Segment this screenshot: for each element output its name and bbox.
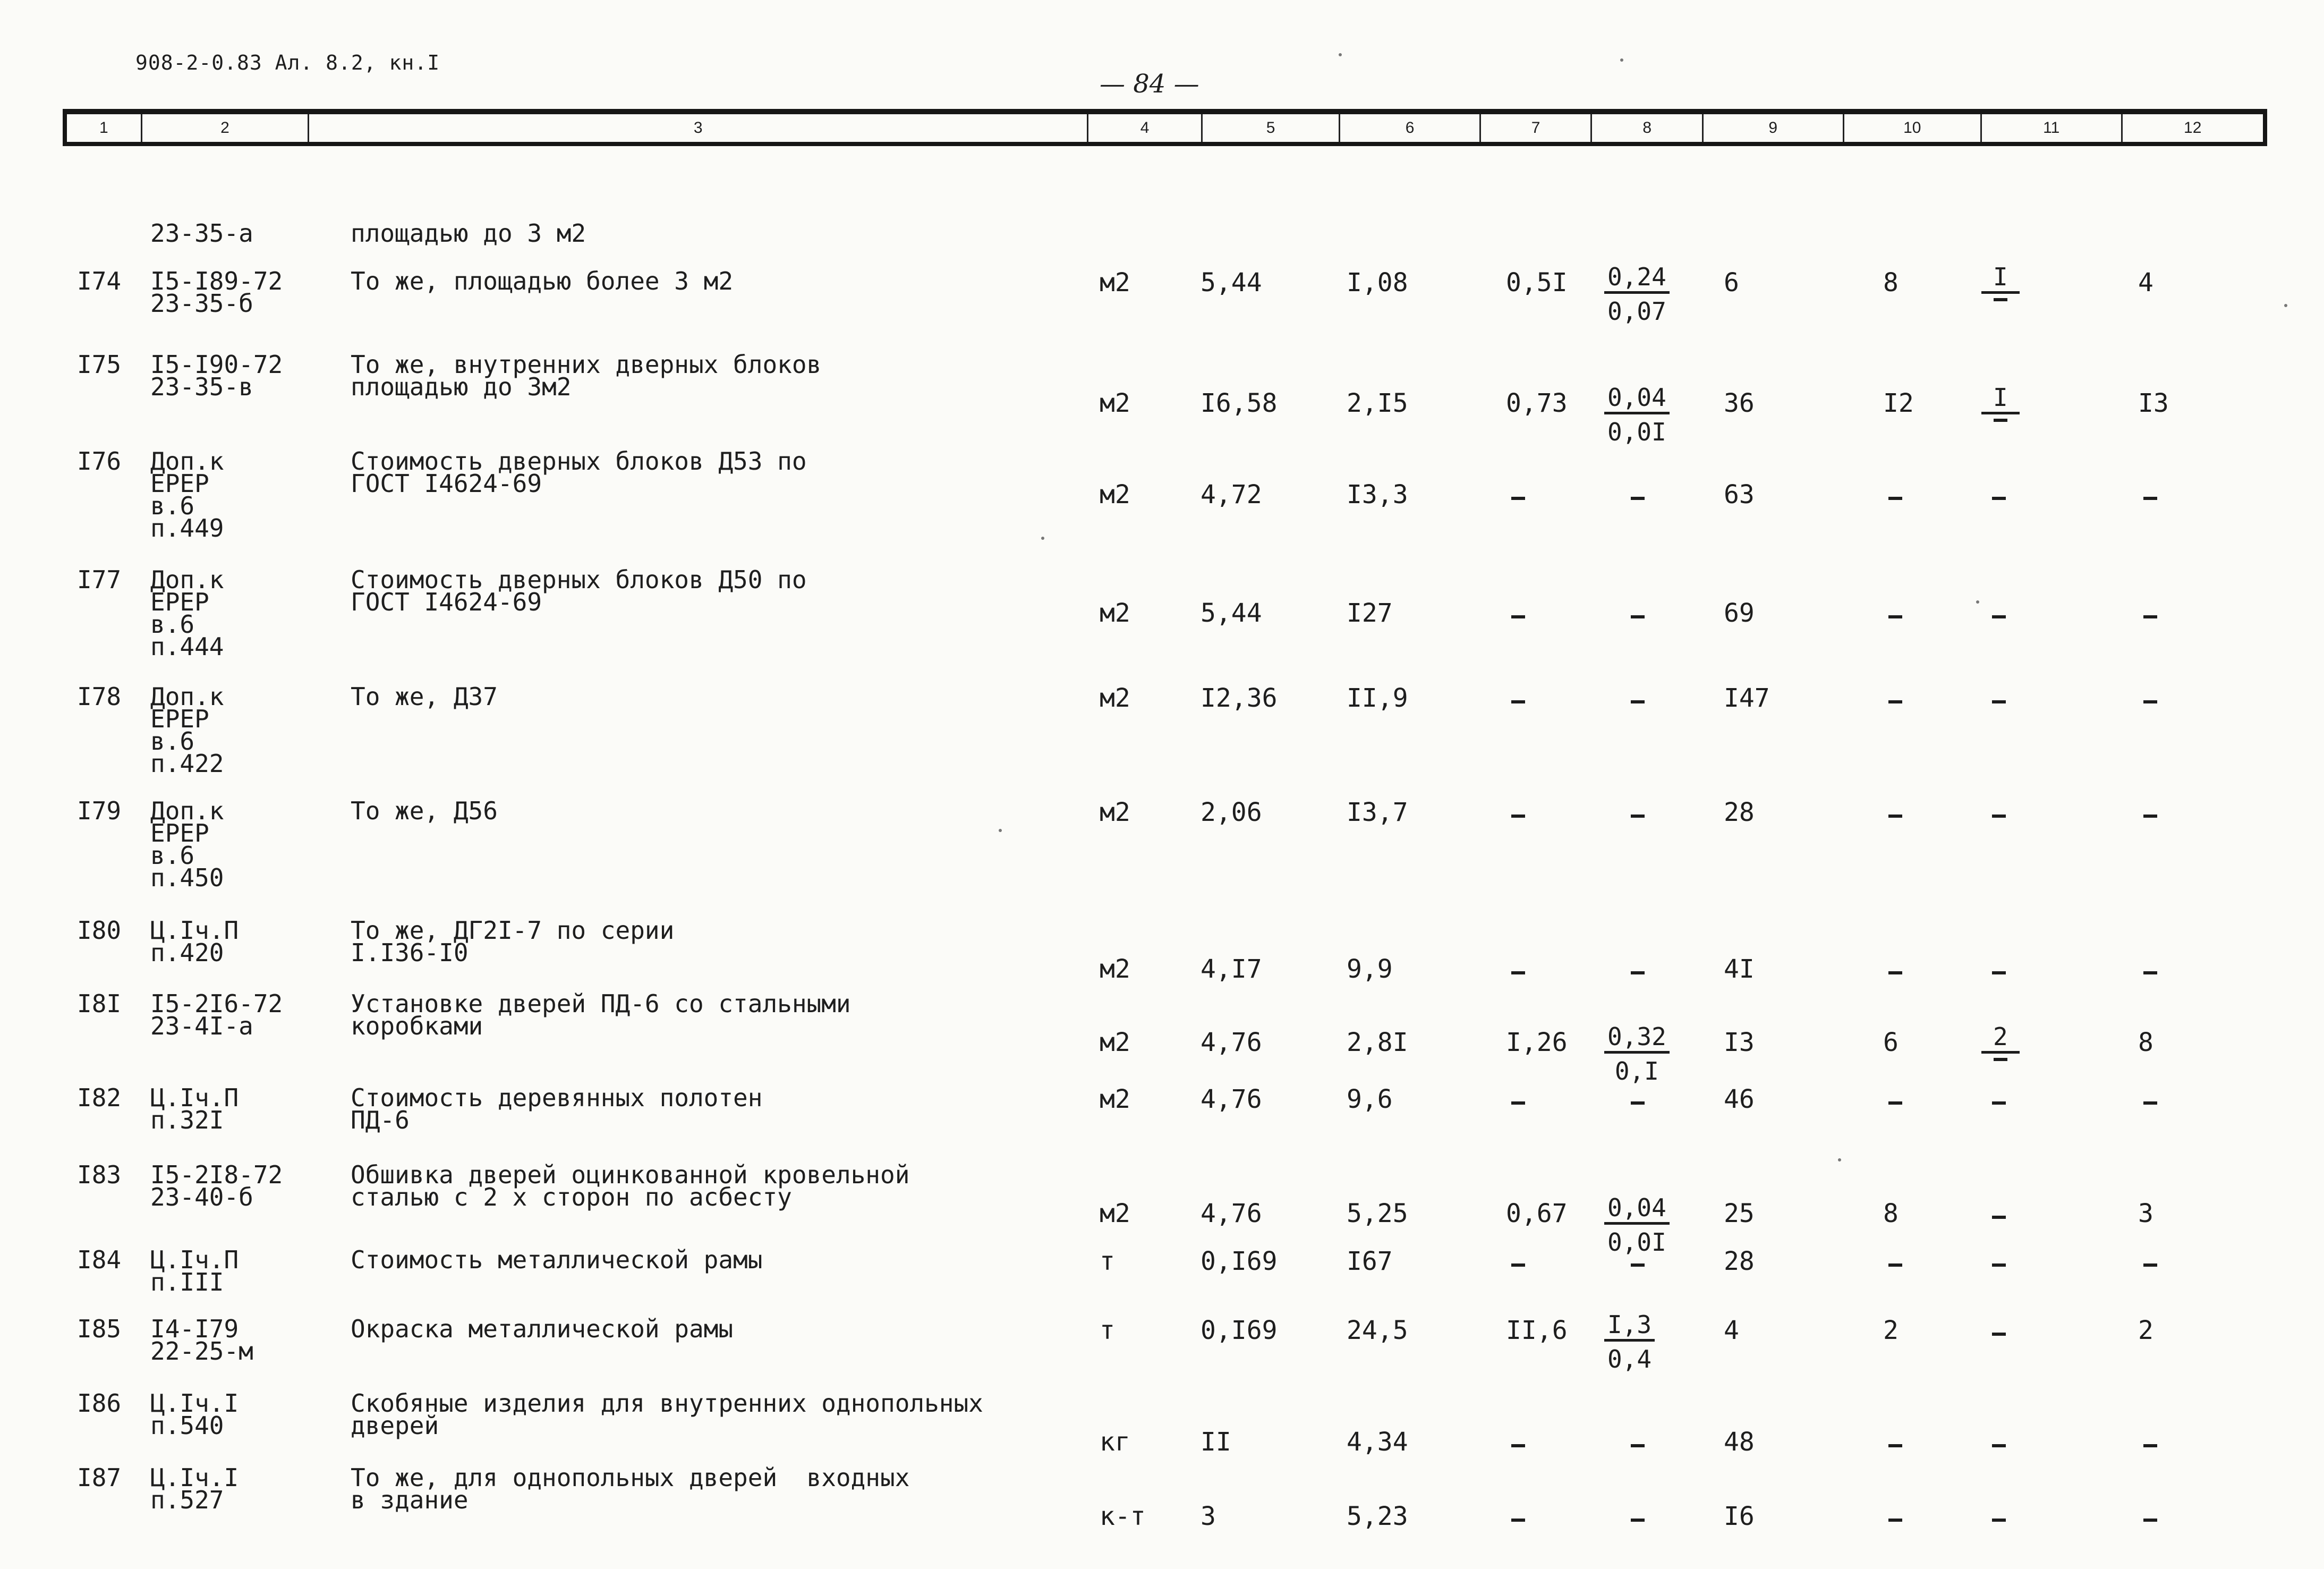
col9-value: 6: [1724, 268, 1739, 298]
work-description: То же, ДГ2I-7 по серии I.I36-I0: [351, 916, 675, 967]
col11-numerator: I: [1981, 384, 2020, 414]
rate-code: I5-2I8-72 23-40-б: [150, 1160, 283, 1211]
col10-value: 8: [1883, 1199, 1899, 1228]
unit: м2: [1100, 954, 1130, 984]
col12-value: 3: [2138, 1199, 2153, 1228]
col8-value: [1631, 815, 1645, 818]
col7-value: [1511, 1444, 1525, 1447]
row-number: I77: [77, 565, 122, 594]
scan-speck: [1838, 1158, 1841, 1161]
unit: м2: [1100, 268, 1130, 298]
column-number-11: 11: [1982, 114, 2122, 142]
col7-value: [1511, 1101, 1525, 1105]
quantity: I6,58: [1201, 388, 1278, 418]
scan-speck: [2284, 304, 2287, 307]
col8-numerator: I,3: [1604, 1311, 1655, 1342]
col9-value: 69: [1724, 598, 1755, 628]
row-number: I86: [77, 1389, 122, 1418]
col11-fraction: [1981, 264, 2020, 301]
row-number: I85: [77, 1314, 122, 1343]
col7-value: [1511, 971, 1525, 974]
col8-denominator: 0,I: [1614, 1057, 1659, 1085]
col8-value: [1631, 971, 1645, 974]
rate-code: Ц.Iч.I п.540: [150, 1389, 239, 1440]
col10-value: [1888, 615, 1902, 618]
column-number-10: 10: [1844, 114, 1982, 142]
unit-price: 9,6: [1347, 1084, 1393, 1114]
rate-code: Ц.Iч.П п.32I: [150, 1083, 239, 1134]
col10-value: [1888, 1519, 1902, 1522]
col10-value: [1888, 497, 1902, 500]
col10-value: [1888, 700, 1902, 703]
column-number-7: 7: [1481, 114, 1593, 142]
row-number: I80: [77, 916, 122, 945]
quantity: 0,I69: [1201, 1246, 1278, 1276]
col12-value: I3: [2138, 388, 2169, 418]
col8-value: [1631, 1444, 1645, 1447]
col10-value: I2: [1883, 388, 1914, 418]
col12-value: [2143, 1263, 2157, 1267]
rate-code: Доп.к ЕРЕР в.6 п.449: [150, 447, 224, 542]
col10-value: 6: [1883, 1028, 1899, 1057]
work-description: Скобяные изделия для внутренних однопольных дверей: [351, 1389, 983, 1440]
col7-value: 0,5I: [1506, 268, 1568, 298]
scan-speck: [999, 829, 1002, 832]
col9-value: 36: [1724, 388, 1755, 418]
col8-numerator: 0,04: [1604, 1194, 1670, 1225]
row-number: I76: [77, 447, 122, 476]
quantity: 4,76: [1201, 1028, 1262, 1057]
col8-denominator: 0,4: [1607, 1345, 1652, 1373]
work-description: То же, площадью более 3 м2: [351, 267, 734, 295]
column-number-6: 6: [1340, 114, 1480, 142]
unit-price: 2,8I: [1347, 1028, 1408, 1057]
col9-value: 48: [1724, 1427, 1755, 1457]
col8-value: [1631, 1263, 1645, 1267]
column-number-header: [63, 109, 2267, 146]
col12-value: [2143, 971, 2157, 974]
col11-denominator-dash: [1994, 1058, 2007, 1061]
rate-code: Ц.Iч.П п.III: [150, 1245, 239, 1296]
document-code: 908-2-0.83 Ал. 8.2, кн.I: [135, 51, 440, 74]
col9-value: 28: [1724, 798, 1755, 827]
unit: м2: [1100, 388, 1130, 418]
unit-price: I67: [1347, 1246, 1393, 1276]
col8-value: [1631, 1101, 1645, 1105]
quantity: I2,36: [1201, 683, 1278, 713]
quantity: 3: [1201, 1502, 1216, 1531]
col12-value: 2: [2138, 1316, 2153, 1345]
col11-value: [1992, 815, 2006, 818]
row-number: I79: [77, 796, 122, 825]
col11-numerator: I: [1981, 264, 2020, 294]
row-number: I78: [77, 682, 122, 711]
unit-price: I3,3: [1347, 480, 1408, 510]
unit-price: 24,5: [1347, 1316, 1408, 1345]
col7-value: [1511, 497, 1525, 500]
column-number-5: 5: [1203, 114, 1341, 142]
col9-value: 28: [1724, 1246, 1755, 1276]
col11-value: [1992, 1263, 2006, 1267]
quantity: 5,44: [1201, 598, 1262, 628]
col11-value: [1992, 615, 2006, 618]
rate-code: Доп.к ЕРЕР в.6 п.444: [150, 565, 224, 661]
col12-value: [2143, 1519, 2157, 1522]
col7-value: [1511, 700, 1525, 703]
work-description: Стоимость металлической рамы: [351, 1245, 763, 1274]
col10-value: 8: [1883, 268, 1899, 298]
row-number: I75: [77, 350, 122, 379]
col11-value: [1992, 971, 2006, 974]
col8-numerator: 0,24: [1604, 264, 1670, 294]
col7-value: [1511, 615, 1525, 618]
scan-speck: [1339, 53, 1342, 56]
rate-code: I5-I89-72 23-35-б: [150, 267, 283, 318]
column-number-2: 2: [142, 114, 309, 142]
unit: м2: [1100, 798, 1130, 827]
col8-numerator: 0,04: [1604, 384, 1670, 414]
col10-value: [1888, 1263, 1902, 1267]
row-number: I87: [77, 1463, 122, 1492]
unit: к-т: [1100, 1502, 1146, 1531]
col10-value: [1888, 1444, 1902, 1447]
col12-value: [2143, 700, 2157, 703]
unit-price: I3,7: [1347, 798, 1408, 827]
col7-value: [1511, 1263, 1525, 1267]
rate-code: Ц.Iч.I п.527: [150, 1463, 239, 1514]
unit-price: II,9: [1347, 683, 1408, 713]
col7-value: 0,73: [1506, 388, 1568, 418]
quantity: 2,06: [1201, 798, 1262, 827]
scan-speck: [1620, 58, 1623, 62]
unit-price: 2,I5: [1347, 388, 1408, 418]
unit-price: I,08: [1347, 268, 1408, 298]
col11-denominator-dash: [1994, 298, 2007, 301]
col8-fraction: [1604, 264, 1670, 325]
col7-value: 0,67: [1506, 1199, 1568, 1228]
col12-value: [2143, 815, 2157, 818]
quantity: 4,76: [1201, 1084, 1262, 1114]
rate-code: Ц.Iч.П п.420: [150, 916, 239, 967]
column-number-12: 12: [2184, 119, 2202, 137]
rate-code: I5-I90-72 23-35-в: [150, 350, 283, 401]
col12-value: 8: [2138, 1028, 2153, 1057]
col11-numerator: 2: [1981, 1023, 2020, 1054]
col11-value: [1992, 1444, 2006, 1447]
col7-value: II,6: [1506, 1316, 1568, 1345]
rate-code: Доп.к ЕРЕР в.6 п.450: [150, 796, 224, 892]
col11-value: [1992, 700, 2006, 703]
quantity: II: [1201, 1427, 1231, 1457]
col10-value: [1888, 1101, 1902, 1105]
col8-value: [1631, 700, 1645, 703]
col8-value: [1631, 1519, 1645, 1522]
col8-denominator: 0,0I: [1607, 1228, 1666, 1257]
quantity: 5,44: [1201, 268, 1262, 298]
col9-value: 46: [1724, 1084, 1755, 1114]
quantity: 4,72: [1201, 480, 1262, 510]
scan-speck: [1976, 600, 1979, 604]
rate-code: Доп.к ЕРЕР в.6 п.422: [150, 682, 224, 778]
unit-price: 9,9: [1347, 954, 1393, 984]
col8-value: [1631, 615, 1645, 618]
col12-value: [2143, 1444, 2157, 1447]
unit: т: [1100, 1316, 1115, 1345]
row-number: I84: [77, 1245, 122, 1274]
column-number-8: 8: [1592, 114, 1704, 142]
col8-fraction: [1604, 1311, 1655, 1372]
quantity: 4,I7: [1201, 954, 1262, 984]
continuation-description: площадью до 3 м2: [351, 219, 586, 248]
unit: м2: [1100, 1199, 1130, 1228]
col12-value: [2143, 1101, 2157, 1105]
row-number: I82: [77, 1083, 122, 1112]
unit-price: 5,23: [1347, 1502, 1408, 1531]
quantity: 4,76: [1201, 1199, 1262, 1228]
col8-value: [1631, 497, 1645, 500]
unit: м2: [1100, 1084, 1130, 1114]
work-description: То же, Д56: [351, 796, 498, 825]
column-number-4: 4: [1088, 114, 1203, 142]
scan-speck: [1041, 537, 1044, 540]
col11-value: [1992, 1519, 2006, 1522]
unit: т: [1100, 1246, 1115, 1276]
rate-code: I5-2I6-72 23-4I-а: [150, 989, 283, 1040]
col11-value: [1992, 1101, 2006, 1105]
col9-value: 4: [1724, 1316, 1739, 1345]
work-description: Стоимость деревянных полотен ПД-6: [351, 1083, 763, 1134]
col9-value: 4I: [1724, 954, 1755, 984]
col9-value: I6: [1724, 1502, 1755, 1531]
page-number: — 84 —: [1100, 69, 1199, 99]
col9-value: 63: [1724, 480, 1755, 510]
col10-value: [1888, 971, 1902, 974]
unit: м2: [1100, 1028, 1130, 1057]
column-number-9: 9: [1704, 114, 1844, 142]
col7-value: I,26: [1506, 1028, 1568, 1057]
col11-fraction: [1981, 384, 2020, 422]
row-number: I83: [77, 1160, 122, 1189]
rate-code: I4-I79 22-25-м: [150, 1314, 253, 1366]
col11-denominator-dash: [1994, 419, 2007, 422]
unit-price: 4,34: [1347, 1427, 1408, 1457]
col9-value: I47: [1724, 683, 1770, 713]
work-description: Стоимость дверных блоков Д50 по ГОСТ I4624-69: [351, 565, 807, 616]
col11-value: [1992, 1333, 2006, 1336]
work-description: То же, для однопольных дверей входных в здание: [351, 1463, 910, 1514]
unit: м2: [1100, 683, 1130, 713]
col11-fraction: [1981, 1023, 2020, 1061]
unit-price: 5,25: [1347, 1199, 1408, 1228]
work-description: Установке дверей ПД-6 со стальными коробками: [351, 989, 851, 1040]
work-description: Обшивка дверей оцинкованной кровельной сталью с 2 х сторон по асбесту: [351, 1160, 910, 1211]
unit: м2: [1100, 598, 1130, 628]
unit: м2: [1100, 480, 1130, 510]
col8-numerator: 0,32: [1604, 1023, 1670, 1054]
col7-value: [1511, 1519, 1525, 1522]
col9-value: 25: [1724, 1199, 1755, 1228]
quantity: 0,I69: [1201, 1316, 1278, 1345]
column-number-3: 3: [309, 114, 1088, 142]
col9-value: I3: [1724, 1028, 1755, 1057]
work-description: То же, Д37: [351, 682, 498, 711]
row-number: I8I: [77, 989, 122, 1018]
work-description: Окраска металлической рамы: [351, 1314, 734, 1343]
col8-fraction: [1604, 384, 1670, 445]
row-number: I74: [77, 267, 122, 295]
unit: кг: [1100, 1427, 1130, 1457]
col12-value: 4: [2138, 268, 2153, 298]
continuation-code: 23-35-а: [150, 219, 253, 248]
col8-denominator: 0,0I: [1607, 418, 1666, 446]
col10-value: 2: [1883, 1316, 1899, 1345]
work-description: То же, внутренних дверных блоков площадью до 3м2: [351, 350, 822, 401]
column-number-1: 1: [67, 114, 142, 142]
col8-denominator: 0,07: [1607, 297, 1666, 326]
col11-value: [1992, 1216, 2006, 1219]
col8-fraction: [1604, 1194, 1670, 1256]
unit-price: I27: [1347, 598, 1393, 628]
col11-value: [1992, 497, 2006, 500]
col12-value: [2143, 615, 2157, 618]
col10-value: [1888, 815, 1902, 818]
col8-fraction: [1604, 1023, 1670, 1084]
work-description: Стоимость дверных блоков Д53 по ГОСТ I4624-69: [351, 447, 807, 498]
col12-value: [2143, 497, 2157, 500]
col7-value: [1511, 815, 1525, 818]
